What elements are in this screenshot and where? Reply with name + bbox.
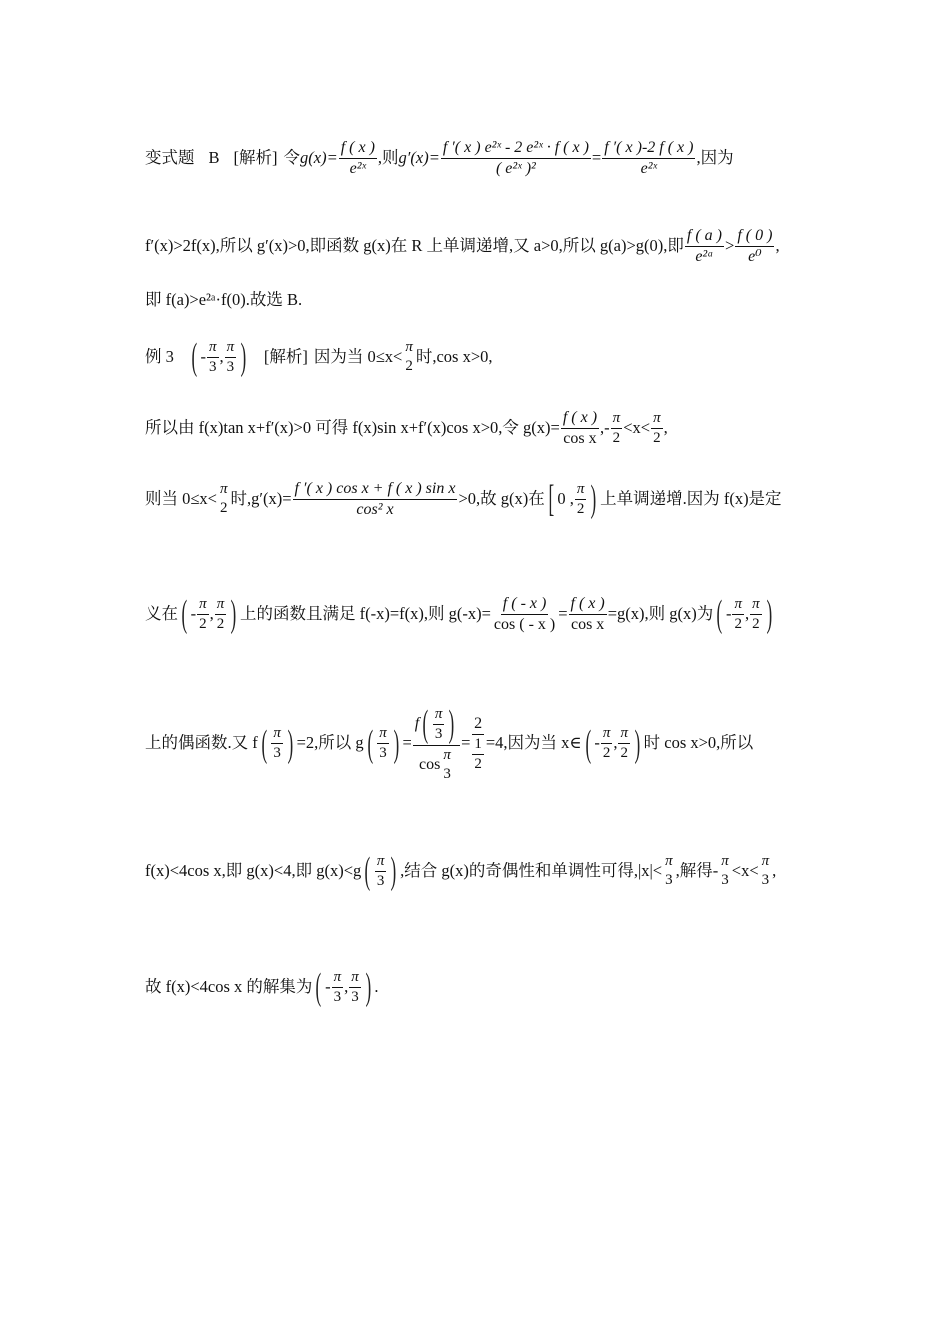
fraction-numerator: f ( x ) bbox=[561, 410, 599, 429]
fraction-numerator: π bbox=[433, 707, 445, 725]
fraction-denominator: 2 bbox=[220, 500, 228, 516]
fraction-denominator: 2 bbox=[602, 745, 611, 761]
fraction-numerator: f ′( x ) e²ˣ - 2 e²ˣ · f ( x ) bbox=[441, 140, 591, 159]
comma: , bbox=[344, 976, 349, 996]
fraction-2-over-half bbox=[471, 716, 485, 772]
fraction-pi-2 bbox=[750, 597, 762, 632]
fraction-numerator: π bbox=[618, 726, 630, 744]
fraction-f-0 bbox=[735, 228, 774, 265]
fraction-numerator: f ( 0 ) bbox=[735, 228, 774, 247]
equals-sign: = bbox=[591, 148, 602, 168]
fraction-pi-3 bbox=[760, 854, 772, 888]
fraction-g-prime-cos bbox=[293, 481, 458, 518]
fraction-pi-3 bbox=[349, 970, 361, 1005]
text-fragment: 时 cos x>0,所以 bbox=[643, 733, 754, 753]
fraction-numerator: π bbox=[332, 970, 344, 988]
fraction-denominator: 2 bbox=[216, 615, 225, 632]
text-fragment: ,因为 bbox=[696, 148, 734, 168]
text-fragment: <x< bbox=[623, 418, 651, 438]
fraction-pi-2 bbox=[651, 411, 663, 446]
interval-left: 0 , bbox=[557, 488, 574, 508]
arg-pi-3: ( $\frac{\pi}{3}$ ) bbox=[422, 703, 455, 745]
fraction-numerator: π bbox=[215, 597, 227, 615]
comma: , bbox=[209, 603, 214, 623]
variant-solution-line-3 bbox=[145, 292, 825, 309]
fraction-pi-2 bbox=[601, 726, 613, 761]
fraction-denominator: ( e²ˣ )² bbox=[495, 160, 536, 177]
fraction-pi-3 bbox=[375, 854, 387, 889]
fraction-numerator: f ′( x )-2 f ( x ) bbox=[602, 140, 695, 159]
fraction-numerator: π bbox=[732, 597, 744, 615]
fraction-denominator: 2 bbox=[734, 615, 742, 632]
example-3-line-1 bbox=[145, 338, 825, 376]
text-fragment: f(x)<4cos x,即 g(x)<4,即 g(x)<g bbox=[145, 860, 362, 880]
text-fragment: =4,因为当 x∈ bbox=[485, 733, 582, 753]
interval-0-pi-2: [ 0 , $\frac{\pi}{2}$ ) bbox=[548, 478, 597, 520]
minus-sign: - bbox=[325, 976, 331, 996]
arg-pi-3: ( $\frac{\pi}{3}$ ) bbox=[261, 722, 294, 765]
equals-sign: = bbox=[402, 733, 412, 753]
text-fragment: 时,g′(x)= bbox=[230, 488, 292, 508]
example-3-line-2 bbox=[145, 410, 825, 447]
fraction-pi-2 bbox=[575, 482, 587, 517]
fraction-denominator: 3 bbox=[665, 872, 673, 888]
variant-answer: B bbox=[208, 148, 220, 168]
minus-sign: - bbox=[725, 603, 732, 623]
example-3-line-5 bbox=[145, 705, 825, 782]
text-fragment: 令 bbox=[283, 148, 301, 168]
fraction-denominator: 3 bbox=[379, 745, 387, 761]
text-fragment: , bbox=[772, 860, 777, 880]
fraction-numerator: π bbox=[271, 726, 283, 744]
interval-neg-pi2-pi2: ( - $\frac{\pi}{2}$ , $\frac{\pi}{2}$ ) bbox=[585, 722, 641, 765]
fraction-denominator: 2 bbox=[653, 430, 661, 446]
fraction-g-prime-simplified bbox=[602, 140, 695, 177]
fraction-denominator: 3 bbox=[761, 872, 770, 888]
text-fragment: 时,cos x>0, bbox=[415, 346, 493, 366]
text-fragment: 义在 bbox=[145, 603, 178, 623]
fraction-numerator: π bbox=[750, 597, 762, 615]
fraction-pi-3 bbox=[225, 340, 237, 375]
fraction-denominator: cos ( - x ) bbox=[493, 615, 556, 633]
fraction-numerator: π bbox=[207, 340, 219, 358]
fraction-denominator: 3 bbox=[351, 988, 359, 1005]
fraction-pi-3 bbox=[663, 854, 675, 888]
text-fragment: =2,所以 g bbox=[296, 733, 364, 753]
text-fragment: 上的函数且满足 f(-x)=f(x),则 g(-x)= bbox=[239, 603, 491, 623]
fraction-denominator: 2 bbox=[612, 430, 621, 446]
fraction-pi-2 bbox=[611, 411, 623, 446]
example-label: 例 3 bbox=[145, 346, 174, 366]
text-fragment: 上的偶函数.又 f bbox=[145, 733, 258, 753]
fraction-denominator: 3 bbox=[209, 358, 217, 375]
text-fragment: 故 f(x)<4cos x 的解集为 bbox=[145, 976, 313, 996]
fraction-numerator: π bbox=[721, 853, 729, 869]
fraction-f-neg-x bbox=[492, 596, 557, 633]
fraction-denominator: 3 bbox=[376, 872, 385, 889]
fraction-numerator: π bbox=[375, 854, 387, 872]
fraction-denominator: 3 bbox=[226, 358, 235, 375]
text-fragment: ,- bbox=[600, 418, 610, 438]
fraction-denominator bbox=[417, 746, 456, 782]
fraction-pi-3 bbox=[719, 854, 731, 888]
g-prime-label: g′(x)= bbox=[398, 148, 440, 168]
fraction-pi-2 bbox=[618, 726, 630, 761]
arg-pi-3: ( $\frac{\pi}{3}$ ) bbox=[364, 850, 397, 892]
fraction-denominator: cos x bbox=[570, 615, 605, 633]
text-fragment: 上单调递增.因为 f(x)是定 bbox=[600, 488, 782, 508]
paragraph-text: 即 f(a)>e²ᵃ·f(0).故选 B. bbox=[145, 290, 303, 309]
fraction-pi-3 bbox=[377, 726, 389, 761]
fraction-numerator bbox=[413, 705, 460, 746]
comma: , bbox=[613, 733, 618, 753]
fraction-pi-2 bbox=[218, 482, 230, 516]
fraction-f-over-cos bbox=[561, 410, 599, 447]
fraction-denominator: 2 bbox=[576, 500, 585, 517]
greater-than-sign: > bbox=[725, 236, 735, 256]
analysis-tag: [解析] bbox=[263, 346, 308, 366]
analysis-tag: [解析] bbox=[233, 148, 278, 168]
fraction-numerator: f ( - x ) bbox=[501, 596, 549, 615]
f-symbol: f bbox=[414, 715, 420, 732]
fraction-denominator: 3 bbox=[273, 745, 281, 761]
fraction-numerator: π bbox=[197, 597, 209, 615]
interval-neg-pi2-pi2: ( - $\frac{\pi}{2}$ , $\frac{\pi}{2}$ ) bbox=[716, 593, 772, 635]
fraction-denominator: 2 bbox=[752, 615, 760, 632]
equals-sign: = bbox=[461, 733, 471, 753]
fraction-numerator: π bbox=[575, 482, 587, 500]
paragraph-text: 所以由 f(x)tan x+f′(x)>0 可得 f(x)sin x+f′(x)cos x>0,令 g(x)= bbox=[145, 418, 560, 438]
fraction-pi-3 bbox=[207, 340, 219, 375]
fraction-numerator: π bbox=[225, 340, 237, 358]
fraction-numerator: π bbox=[443, 747, 451, 763]
fraction-g-pi-3 bbox=[413, 705, 460, 782]
paragraph-text: f′(x)>2f(x),所以 g′(x)>0,即函数 g(x)在 R 上单调递增,又 a>0,所以 g(a)>g(0),即 bbox=[145, 236, 684, 256]
minus-sign: - bbox=[594, 733, 600, 753]
fraction-denominator: e²ˣ bbox=[349, 160, 367, 177]
fraction-denominator: e²ˣ bbox=[640, 160, 658, 177]
text-fragment: 因为当 0≤x< bbox=[313, 346, 403, 366]
fraction-g-def bbox=[339, 140, 377, 177]
example-3-line-7 bbox=[145, 968, 825, 1006]
example-3-line-6 bbox=[145, 852, 825, 890]
fraction-numerator: f ′( x ) cos x + f ( x ) sin x bbox=[293, 481, 458, 500]
text-fragment: , bbox=[663, 418, 668, 438]
text-fragment: , bbox=[775, 236, 780, 256]
fraction-pi-2 bbox=[197, 597, 209, 632]
fraction-pi-2 bbox=[215, 597, 227, 632]
fraction-numerator: π bbox=[665, 853, 673, 869]
minus-sign: - bbox=[200, 346, 207, 366]
variant-solution-line-2 bbox=[145, 228, 825, 265]
fraction-numerator: π bbox=[405, 339, 413, 355]
text-fragment: ,则 bbox=[377, 148, 399, 168]
fraction-pi-3 bbox=[271, 726, 283, 761]
fraction-numerator: π bbox=[601, 726, 613, 744]
arg-pi-3: ( $\frac{\pi}{3}$ ) bbox=[367, 722, 399, 765]
fraction-denominator: cos x bbox=[563, 430, 597, 447]
answer-interval: ( - $\frac{\pi}{3}$ , $\frac{\pi}{3}$ ) bbox=[191, 336, 247, 378]
fraction-numerator: π bbox=[651, 411, 663, 429]
fraction-numerator: π bbox=[220, 481, 228, 497]
fraction-pi-3 bbox=[433, 707, 445, 742]
text-fragment: <x< bbox=[731, 860, 759, 880]
fraction-numerator: f ( x ) bbox=[569, 596, 607, 615]
example-3-line-4 bbox=[145, 595, 825, 633]
variant-label: 变式题 bbox=[145, 148, 195, 168]
fraction-pi-2 bbox=[403, 340, 415, 374]
fraction-denominator bbox=[472, 735, 484, 772]
solution-interval: ( - $\frac{\pi}{3}$ , $\frac{\pi}{3}$ ) bbox=[315, 966, 371, 1008]
fraction-numerator: 1 bbox=[472, 737, 484, 755]
fraction-denominator: 3 bbox=[721, 872, 729, 888]
cos-symbol: cos bbox=[419, 756, 441, 773]
fraction-denominator: 2 bbox=[199, 615, 207, 632]
comma: , bbox=[744, 603, 750, 623]
fraction-denominator: 2 bbox=[405, 358, 413, 374]
comma: , bbox=[219, 346, 224, 366]
fraction-numerator: f ( x ) bbox=[339, 140, 377, 159]
fraction-pi-2 bbox=[732, 597, 744, 632]
fraction-denominator: 3 bbox=[443, 766, 451, 782]
fraction-denominator: 3 bbox=[333, 988, 342, 1005]
fraction-denominator: 2 bbox=[474, 755, 482, 772]
fraction-pi-3 bbox=[332, 970, 344, 1005]
fraction-denominator: 3 bbox=[434, 725, 443, 742]
text-fragment: >0,故 g(x)在 bbox=[458, 488, 545, 508]
equals-sign: = bbox=[558, 603, 568, 623]
fraction-f-a bbox=[685, 228, 724, 265]
interval-neg-pi2-pi2: ( - $\frac{\pi}{2}$ , $\frac{\pi}{2}$ ) bbox=[181, 593, 237, 635]
example-3-line-3 bbox=[145, 480, 825, 518]
fraction-pi-3 bbox=[441, 748, 453, 782]
g-definition: g(x)= bbox=[300, 148, 338, 168]
fraction-numerator: π bbox=[611, 411, 623, 429]
text-fragment: ,结合 g(x)的奇偶性和单调性可得,|x|< bbox=[400, 860, 663, 880]
text-fragment: 则当 0≤x< bbox=[145, 488, 217, 508]
fraction-denominator: e⁰ bbox=[748, 248, 762, 265]
fraction-numerator: π bbox=[761, 853, 770, 869]
fraction-numerator: 2 bbox=[472, 716, 484, 735]
fraction-denominator: 2 bbox=[620, 745, 628, 761]
fraction-numerator: π bbox=[377, 726, 389, 744]
text-fragment: =g(x),则 g(x)为 bbox=[607, 603, 714, 623]
fraction-f-x-cos bbox=[569, 596, 607, 633]
fraction-numerator: f ( a ) bbox=[685, 228, 724, 247]
text-fragment: ,解得- bbox=[675, 860, 719, 880]
variant-solution-line-1 bbox=[145, 140, 825, 177]
fraction-numerator: π bbox=[349, 970, 361, 988]
text-fragment: . bbox=[374, 976, 379, 996]
fraction-denominator: e²ᵃ bbox=[695, 248, 714, 265]
minus-sign: - bbox=[190, 603, 197, 623]
fraction-denominator: cos² x bbox=[356, 500, 394, 518]
fraction-g-prime bbox=[441, 140, 591, 177]
